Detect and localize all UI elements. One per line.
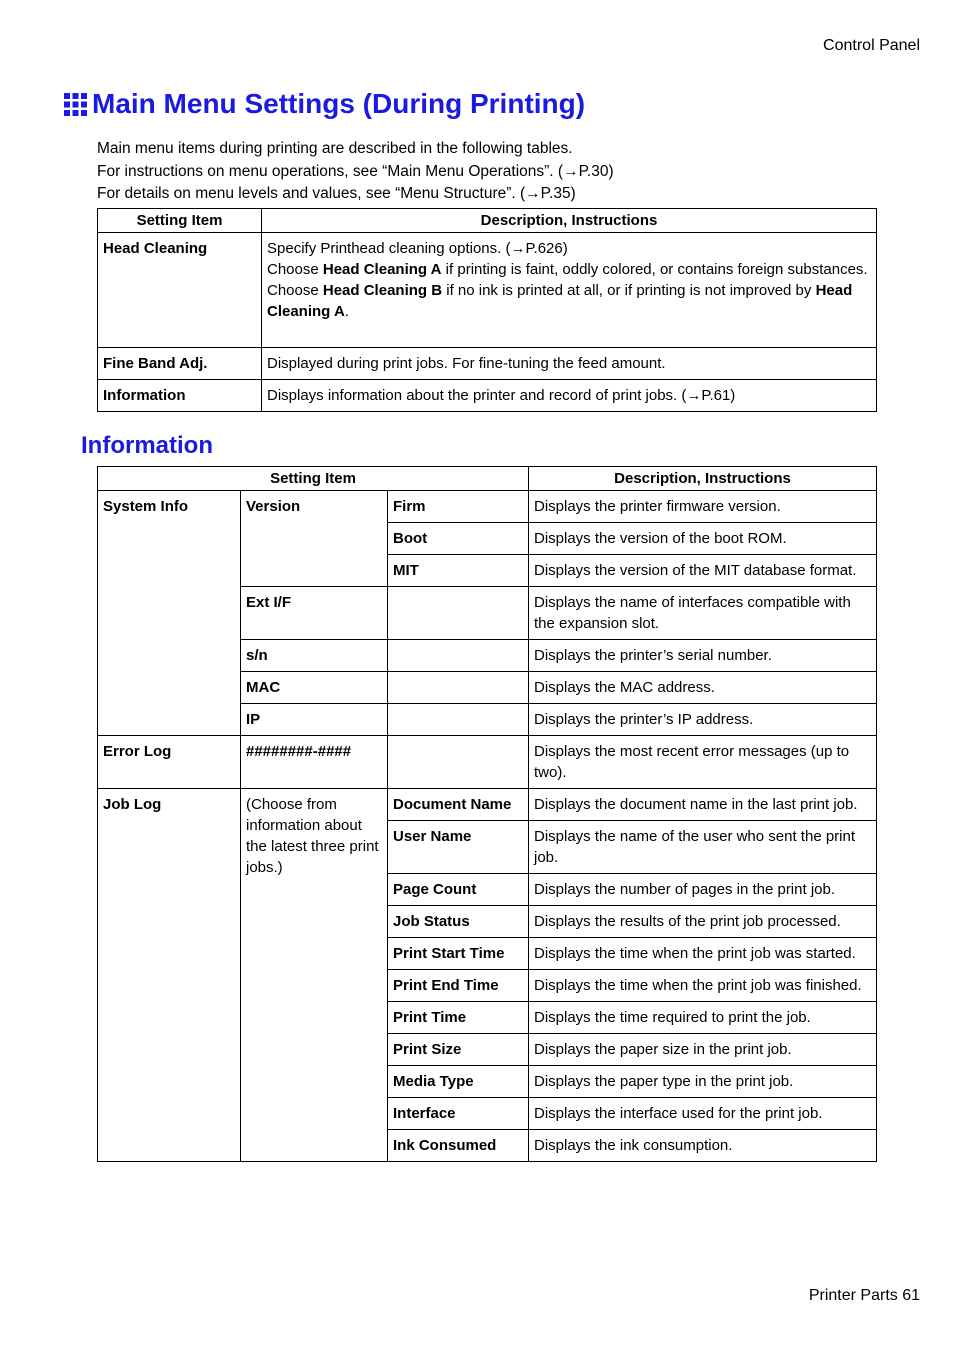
column-header: Description, Instructions: [529, 467, 877, 491]
empty-cell: [388, 736, 529, 789]
item-label: Firm: [388, 491, 529, 523]
item-label: Interface: [388, 1098, 529, 1130]
item-label: Boot: [388, 523, 529, 555]
subcategory-label: MAC: [241, 672, 388, 704]
page-footer: Printer Parts 61: [808, 1287, 920, 1304]
information-table: [97, 466, 877, 1162]
item-label: Print Time: [388, 1002, 529, 1034]
item-description: Displays the most recent error messages (up to two).: [529, 736, 877, 789]
description-text: if no ink is printed at all, or if printing is not improved by: [442, 282, 816, 299]
intro-line: For instructions on menu operations, see “Main Menu Operations”. (→P.30): [97, 162, 614, 180]
item-description: Displays the results of the print job processed.: [529, 906, 877, 938]
table-header-row: [98, 467, 877, 491]
subcategory-label: s/n: [241, 640, 388, 672]
item-description: Displays the printer’s serial number.: [529, 640, 877, 672]
item-description: Displays the version of the MIT database format.: [529, 555, 877, 587]
empty-cell: [388, 640, 529, 672]
item-label: User Name: [388, 821, 529, 874]
item-label: MIT: [388, 555, 529, 587]
section-heading-information: Information: [81, 432, 213, 459]
column-header: Description, Instructions: [262, 209, 877, 233]
table-header-row: [98, 209, 877, 233]
grid-icon: [64, 93, 87, 116]
intro-text: [97, 138, 614, 206]
item-description: Displays the paper type in the print job.: [529, 1066, 877, 1098]
description-text: .: [344, 303, 349, 320]
item-label: Print End Time: [388, 970, 529, 1002]
item-description: Displays the printer’s IP address.: [529, 704, 877, 736]
table-row: [98, 789, 877, 821]
item-description: Displays the ink consumption.: [529, 1130, 877, 1162]
table-row: [98, 233, 877, 348]
item-label: Ink Consumed: [388, 1130, 529, 1162]
page-header-section: Control Panel: [823, 37, 920, 54]
item-description: Displays the interface used for the print job.: [529, 1098, 877, 1130]
intro-line: Main menu items during printing are described in the following tables.: [97, 140, 573, 157]
empty-cell: [388, 587, 529, 640]
category-label: System Info: [98, 491, 241, 736]
intro-line: For details on menu levels and values, see “Menu Structure”. (→P.35): [97, 185, 576, 202]
item-label: Print Start Time: [388, 938, 529, 970]
category-label: Error Log: [98, 736, 241, 789]
page-title-text: Main Menu Settings (During Printing): [92, 88, 586, 119]
table-row: [98, 380, 877, 412]
item-description: Displays the name of interfaces compatible with the expansion slot.: [529, 587, 877, 640]
item-description: Displays the name of the user who sent the print job.: [529, 821, 877, 874]
item-description: Displays the time when the print job was started.: [529, 938, 877, 970]
subcategory-label: Ext I/F: [241, 587, 388, 640]
setting-item-label: Head Cleaning: [98, 233, 262, 348]
category-label: Job Log: [98, 789, 241, 1162]
empty-cell: [388, 672, 529, 704]
setting-item-label: Information: [98, 380, 262, 412]
item-description: Displays the version of the boot ROM.: [529, 523, 877, 555]
item-label: Job Status: [388, 906, 529, 938]
setting-item-label: Fine Band Adj.: [98, 348, 262, 380]
column-header: Setting Item: [98, 209, 262, 233]
page-title: [64, 88, 585, 120]
emphasis-text: Head Cleaning A: [322, 261, 442, 278]
column-header: Setting Item: [98, 467, 529, 491]
setting-description: [262, 233, 877, 348]
table-row: [98, 348, 877, 380]
item-description: Displays the document name in the last print job.: [529, 789, 877, 821]
item-label: Print Size: [388, 1034, 529, 1066]
item-description: Displays the paper size in the print job.: [529, 1034, 877, 1066]
subcategory-label: ########-####: [241, 736, 388, 789]
item-description: Displays the number of pages in the print job.: [529, 874, 877, 906]
description-text: if printing is faint, oddly colored, or contains foreign substances.: [441, 261, 868, 278]
item-description: Displays the time required to print the job.: [529, 1002, 877, 1034]
item-description: Displays the MAC address.: [529, 672, 877, 704]
table-row: [98, 736, 877, 789]
main-menu-table: [97, 208, 877, 412]
emphasis-text: Head Cleaning B: [322, 282, 443, 299]
subcategory-label: IP: [241, 704, 388, 736]
item-label: Media Type: [388, 1066, 529, 1098]
item-description: Displays the time when the print job was finished.: [529, 970, 877, 1002]
job-log-note: (Choose from information about the latest three print jobs.): [241, 789, 388, 1162]
item-label: Document Name: [388, 789, 529, 821]
emphasis-text: Head Cleaning A: [267, 282, 853, 320]
setting-description: Displayed during print jobs. For fine-tuning the feed amount.: [262, 348, 877, 380]
empty-cell: [388, 704, 529, 736]
table-row: [98, 491, 877, 523]
setting-description: Displays information about the printer and record of print jobs. (→P.61): [262, 380, 877, 412]
item-description: Displays the printer firmware version.: [529, 491, 877, 523]
item-label: Page Count: [388, 874, 529, 906]
subcategory-label: Version: [241, 491, 388, 587]
description-text: Choose: [267, 261, 323, 278]
description-text: Specify Printhead cleaning options. (→P.626): [267, 240, 568, 257]
description-text: Choose: [267, 282, 323, 299]
